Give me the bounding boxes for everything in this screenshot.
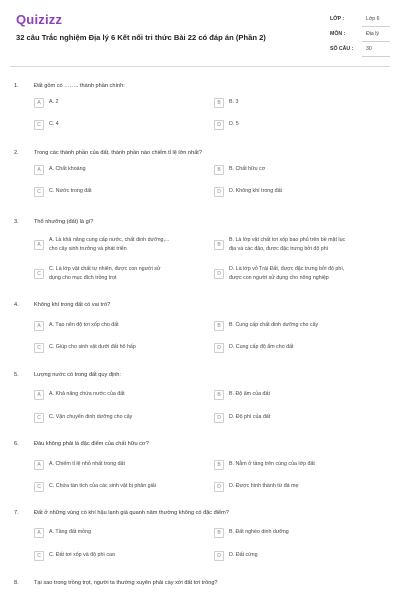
option-c[interactable] [34, 481, 204, 493]
option-d[interactable] [214, 119, 394, 131]
header-divider [10, 66, 390, 67]
option-box-c[interactable]: C [34, 343, 44, 353]
option-c[interactable] [34, 186, 204, 198]
option-box-d[interactable]: D [214, 551, 224, 561]
option-text: D. Đất cứng [229, 552, 258, 558]
meta-subject-value: Địa lý [366, 31, 379, 37]
option-c[interactable] [34, 342, 204, 354]
option-box-c[interactable]: C [34, 120, 44, 130]
option-box-b[interactable]: B [214, 165, 224, 175]
option-a[interactable] [34, 527, 204, 539]
option-box-b[interactable]: B [214, 321, 224, 331]
option-text-line1: C. Là lớp vật chất tự nhiên, được con người sử [49, 266, 161, 272]
option-text-line2: cho cây sinh trưởng và phát triển [49, 245, 127, 252]
option-text: C. Vận chuyển dinh dưỡng cho cây [49, 414, 133, 420]
option-text: B. Đất nghèo dinh dưỡng [229, 529, 289, 535]
option-text: D. Được hình thành từ đá mẹ [229, 483, 299, 489]
worksheet-header [0, 0, 400, 68]
question-number: 1. [14, 83, 19, 89]
option-b[interactable] [214, 527, 394, 539]
option-box-a[interactable]: A [34, 390, 44, 400]
option-text: A. Tầng đất mỏng [49, 529, 92, 535]
option-a[interactable] [34, 97, 204, 109]
option-box-a[interactable]: A [34, 98, 44, 108]
option-text: A. Tạo nên độ tơi xốp cho đất [49, 322, 119, 328]
option-d[interactable] [214, 342, 394, 354]
option-text: B. Cung cấp chất dinh dưỡng cho cây [229, 322, 319, 328]
option-b[interactable] [214, 164, 394, 176]
option-box-b[interactable]: B [214, 240, 224, 250]
meta-subject [330, 29, 386, 42]
question-number: 7. [14, 510, 19, 516]
option-box-d[interactable]: D [214, 120, 224, 130]
option-a[interactable] [34, 320, 204, 332]
option-c[interactable] [34, 550, 204, 562]
question-number: 8. [14, 580, 19, 586]
option-text: D. Không khí trong đất [229, 188, 283, 194]
question-text: Không khí trong đất có vai trò? [34, 302, 111, 308]
question-text: Lượng nước có trong đất quy định: [34, 372, 121, 378]
option-box-b[interactable]: B [214, 460, 224, 470]
option-box-d[interactable]: D [214, 413, 224, 423]
question-number: 6. [14, 441, 19, 447]
option-d[interactable] [214, 481, 394, 493]
option-text: A. Khả năng chứa nước của đất [49, 391, 125, 397]
option-box-a[interactable]: A [34, 165, 44, 175]
option-box-d[interactable]: D [214, 187, 224, 197]
option-text-line1: A. Là khả năng cung cấp nước, chất dinh dưỡng,... [49, 237, 170, 243]
option-b[interactable] [214, 389, 394, 401]
question-text: Đất gồm có …….. thành phần chính: [34, 83, 125, 89]
option-b[interactable] [214, 459, 394, 471]
question-text: Đất ở những vùng có khí hậu lạnh giá quanh năm thường không có đặc điểm? [34, 510, 229, 516]
option-a[interactable] [34, 164, 204, 176]
option-text-line1: D. Là lớp vỏ Trái Đất, được đặc trưng bởi độ phì, [229, 266, 345, 272]
option-text: C. 4 [49, 121, 59, 127]
option-text: A. Chiếm tỉ lệ nhỏ nhất trong đất [49, 461, 125, 467]
question-text: Tại sao trong trồng trọt, người ta thường xuyên phải cày xới đất tơi trồng? [34, 580, 218, 586]
option-text-line2: dụng cho mục đích trồng trọt [49, 274, 117, 281]
option-text-line2: địa và các đảo, được đặc trưng bởi độ phì [229, 245, 329, 252]
option-box-d[interactable]: D [214, 482, 224, 492]
meta-class [330, 14, 386, 27]
option-box-c[interactable]: C [34, 551, 44, 561]
question-number: 3. [14, 219, 19, 225]
option-a[interactable] [34, 459, 204, 471]
option-box-c[interactable]: C [34, 413, 44, 423]
option-d[interactable] [214, 550, 394, 562]
option-box-a[interactable]: A [34, 321, 44, 331]
question-text: Thổ nhưỡng (đất) là gì? [34, 219, 94, 225]
option-text: B. Nằm ở tầng trên cùng của lớp đất [229, 461, 315, 467]
option-a[interactable] [34, 389, 204, 401]
option-text: B. Chất hữu cơ [229, 166, 266, 172]
option-c[interactable] [34, 265, 204, 283]
option-a[interactable] [34, 236, 204, 254]
option-text: B. Độ ẩm của đất [229, 391, 270, 397]
option-text: A. 2 [49, 99, 59, 105]
option-text: C. Chứa tàn tích của các sinh vật bị phân giải [49, 483, 156, 489]
option-text: C. Đất tơi xốp và độ phì cao [49, 552, 115, 558]
option-text: D. 5 [229, 121, 239, 127]
option-b[interactable] [214, 320, 394, 332]
option-box-b[interactable]: B [214, 390, 224, 400]
option-text: C. Giúp cho sinh vật dưới đất hô hấp [49, 344, 136, 350]
quizizz-logo: Quizizz [16, 12, 63, 27]
option-text: A. Chất khoáng [49, 166, 86, 172]
option-box-a[interactable]: A [34, 528, 44, 538]
option-box-a[interactable]: A [34, 240, 44, 250]
option-text-line2: được con người sử dụng cho nông nghiệp [229, 274, 329, 281]
option-box-d[interactable]: D [214, 269, 224, 279]
option-box-c[interactable]: C [34, 269, 44, 279]
option-text: D. Độ phì của đất [229, 414, 271, 420]
option-text: C. Nước trong đất [49, 188, 92, 194]
option-b[interactable] [214, 236, 394, 254]
option-text-line1: B. Là lớp vật chất tơi xốp bao phủ trên bề mặt lục [229, 237, 346, 243]
meta-subject-underline [362, 41, 390, 42]
option-box-c[interactable]: C [34, 187, 44, 197]
option-d[interactable] [214, 265, 394, 283]
question-number: 4. [14, 302, 19, 308]
meta-count-value: 30 [366, 46, 372, 52]
meta-class-value: Lớp 6 [366, 16, 380, 22]
option-b[interactable] [214, 97, 394, 109]
question-text: Trong các thành phần của đất, thành phần nào chiếm tỉ lệ lớn nhất? [34, 150, 202, 156]
meta-class-underline [362, 26, 390, 27]
option-text: B. 3 [229, 99, 239, 105]
option-box-a[interactable]: A [34, 460, 44, 470]
meta-count [330, 44, 386, 57]
option-d[interactable] [214, 186, 394, 198]
question-number: 2. [14, 150, 19, 156]
meta-count-label: SỐ CÂU : [330, 46, 354, 52]
option-box-b[interactable]: B [214, 98, 224, 108]
option-box-d[interactable]: D [214, 343, 224, 353]
meta-count-underline [362, 56, 390, 57]
worksheet-title: 32 câu Trắc nghiệm Địa lý 6 Kết nối tri thức Bài 22 có đáp án (Phần 2) [16, 33, 266, 42]
option-c[interactable] [34, 119, 204, 131]
meta-subject-label: MÔN : [330, 31, 346, 37]
option-d[interactable] [214, 412, 394, 424]
question-number: 5. [14, 372, 19, 378]
option-text: D. Cung cấp độ ẩm cho đất [229, 344, 294, 350]
option-c[interactable] [34, 412, 204, 424]
question-text: Đâu không phải là đặc điểm của chất hữu cơ? [34, 441, 149, 447]
meta-class-label: LỚP : [330, 16, 345, 22]
option-box-b[interactable]: B [214, 528, 224, 538]
option-box-c[interactable]: C [34, 482, 44, 492]
